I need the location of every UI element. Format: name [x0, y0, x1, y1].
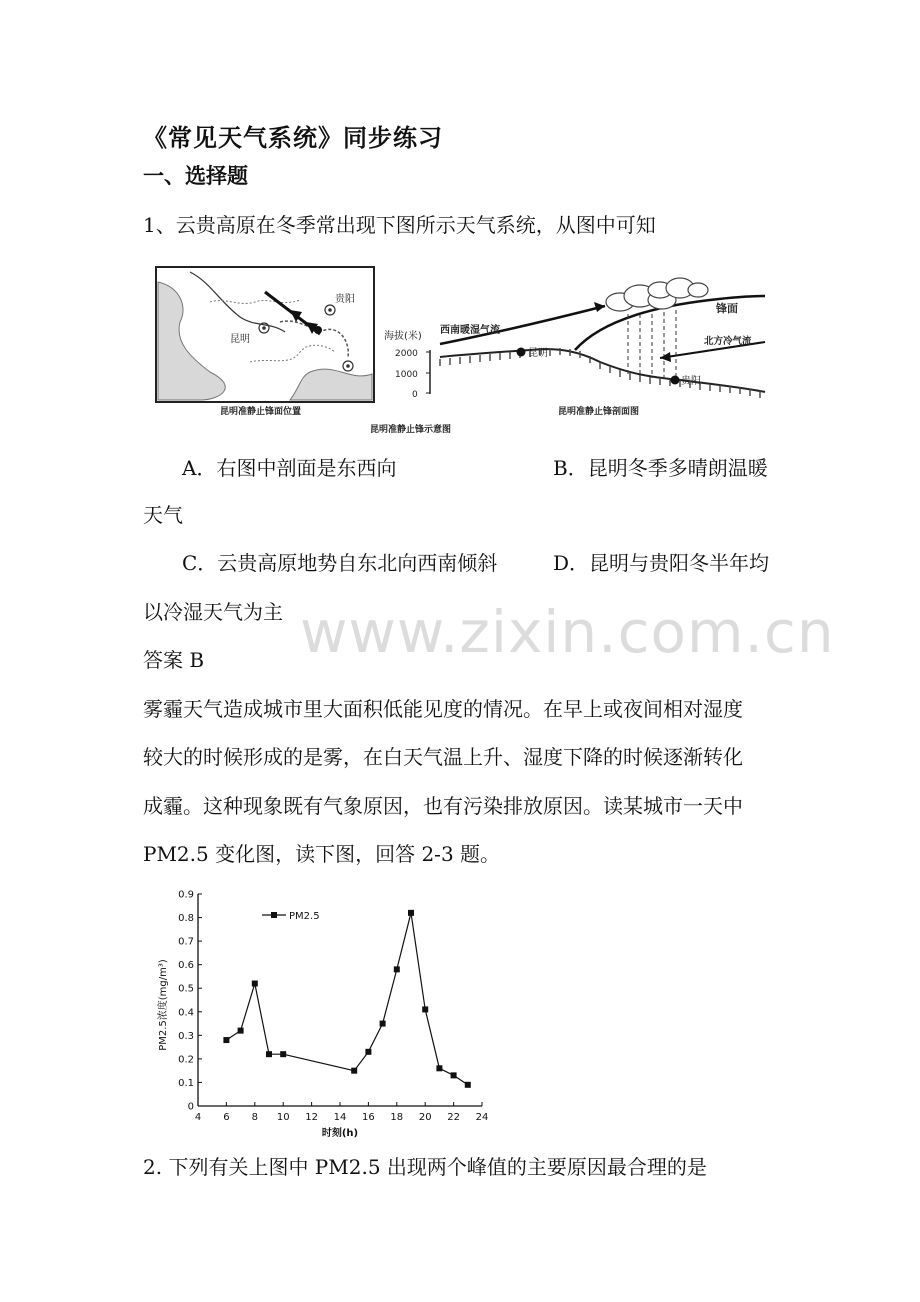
x-tick-label: 16	[362, 1112, 375, 1123]
figure-caption: 昆明准静止锋示意图	[370, 425, 452, 435]
y-tick-label: 0.7	[178, 936, 194, 948]
passage-line-4: PM2.5 变化图，读下图，回答 2-3 题。	[143, 842, 501, 866]
profile-label-cold-flow: 北方冷气流	[704, 336, 752, 347]
question-2-stem: 2. 下列有关上图中 PM2.5 出现两个峰值的主要原因最合理的是	[143, 1155, 707, 1179]
profile-altitude-label: 海拔(米)	[384, 331, 422, 342]
x-tick-label: 12	[305, 1112, 318, 1123]
alt-tick-2000: 2000	[395, 349, 418, 359]
option-c: C．云贵高原地势自东北向西南倾斜	[182, 551, 498, 575]
alt-tick-0: 0	[412, 390, 418, 400]
map-label-kunming: 昆明	[230, 334, 250, 345]
y-tick-label: 0	[187, 1101, 194, 1113]
data-point	[436, 1065, 442, 1071]
profile-label-front: 锋面	[716, 302, 738, 315]
front-map	[156, 267, 374, 402]
option-d-continued: 以冷湿天气为主	[143, 600, 283, 624]
data-point	[238, 1028, 244, 1034]
passage-line-1: 雾霾天气造成城市里大面积低能见度的情况。在早上或夜间相对湿度	[143, 697, 743, 721]
chart-legend	[262, 911, 320, 922]
y-tick-label: 0.5	[178, 983, 194, 995]
data-point	[223, 1037, 229, 1043]
x-axis-label: 时刻(h)	[321, 1128, 359, 1139]
data-point	[252, 981, 258, 987]
alt-tick-1000: 1000	[395, 370, 418, 380]
y-tick-label: 0.8	[178, 913, 194, 925]
profile-label-kunming: 昆明	[528, 348, 548, 359]
pm25-chart	[150, 880, 495, 1145]
question-1-stem: 1、云贵高原在冬季常出现下图所示天气系统，从图中可知	[143, 213, 656, 237]
x-tick-label: 6	[223, 1112, 230, 1123]
passage-line-3: 成霾。这种现象既有气象原因，也有污染排放原因。读某城市一天中	[143, 794, 743, 818]
option-b-continued: 天气	[143, 503, 183, 527]
x-tick-label: 10	[276, 1112, 290, 1123]
map-caption: 昆明准静止锋面位置	[220, 407, 302, 417]
y-tick-label: 0.6	[178, 960, 194, 972]
profile-label-warm-flow: 西南暖湿气流	[440, 325, 500, 336]
x-tick-label: 18	[390, 1112, 404, 1123]
section-heading: 一、选择题	[143, 163, 248, 188]
data-point	[394, 966, 400, 972]
passage-line-2: 较大的时候形成的是雾，在白天气温上升、湿度下降的时候逐渐转化	[143, 745, 743, 769]
y-tick-label: 0.9	[178, 889, 194, 901]
x-tick-label: 8	[251, 1112, 258, 1123]
profile-caption: 昆明准静止锋剖面图	[558, 407, 640, 417]
option-d: D．昆明与贵阳冬半年均	[553, 551, 770, 575]
watermark: www.zixin.com.cn	[300, 598, 835, 666]
data-point	[408, 910, 414, 916]
option-b: B．昆明冬季多晴朗温暖	[553, 456, 768, 480]
data-point	[465, 1082, 471, 1088]
profile-label-guiyang: 贵阳	[681, 376, 701, 387]
x-tick-label: 4	[194, 1112, 202, 1123]
map-label-guiyang: 贵阳	[335, 294, 355, 305]
y-tick-label: 0.3	[178, 1030, 194, 1042]
legend-label: PM2.5	[289, 911, 320, 922]
data-point	[266, 1051, 272, 1057]
x-tick-label: 20	[418, 1112, 432, 1123]
data-point	[422, 1006, 428, 1012]
x-tick-label: 14	[333, 1112, 347, 1123]
data-point	[365, 1049, 371, 1055]
front-profile	[384, 278, 765, 400]
y-tick-label: 0.2	[178, 1054, 194, 1066]
series-line-pm25	[226, 913, 467, 1085]
data-point	[351, 1068, 357, 1074]
cloud-icon	[606, 278, 708, 311]
x-tick-label: 24	[475, 1112, 489, 1123]
data-point	[380, 1021, 386, 1027]
y-tick-label: 0.4	[178, 1007, 194, 1019]
data-point	[280, 1051, 286, 1057]
front-figure	[150, 262, 780, 440]
document-title: 《常见天气系统》同步练习	[143, 123, 443, 152]
answer-1: 答案 B	[143, 648, 205, 672]
option-a: A．右图中剖面是东西向	[182, 456, 397, 480]
y-tick-label: 0.1	[178, 1077, 194, 1089]
data-point	[451, 1072, 457, 1078]
x-tick-label: 22	[447, 1112, 460, 1123]
y-axis-label: PM2.5浓度(mg/m³)	[158, 959, 169, 1051]
